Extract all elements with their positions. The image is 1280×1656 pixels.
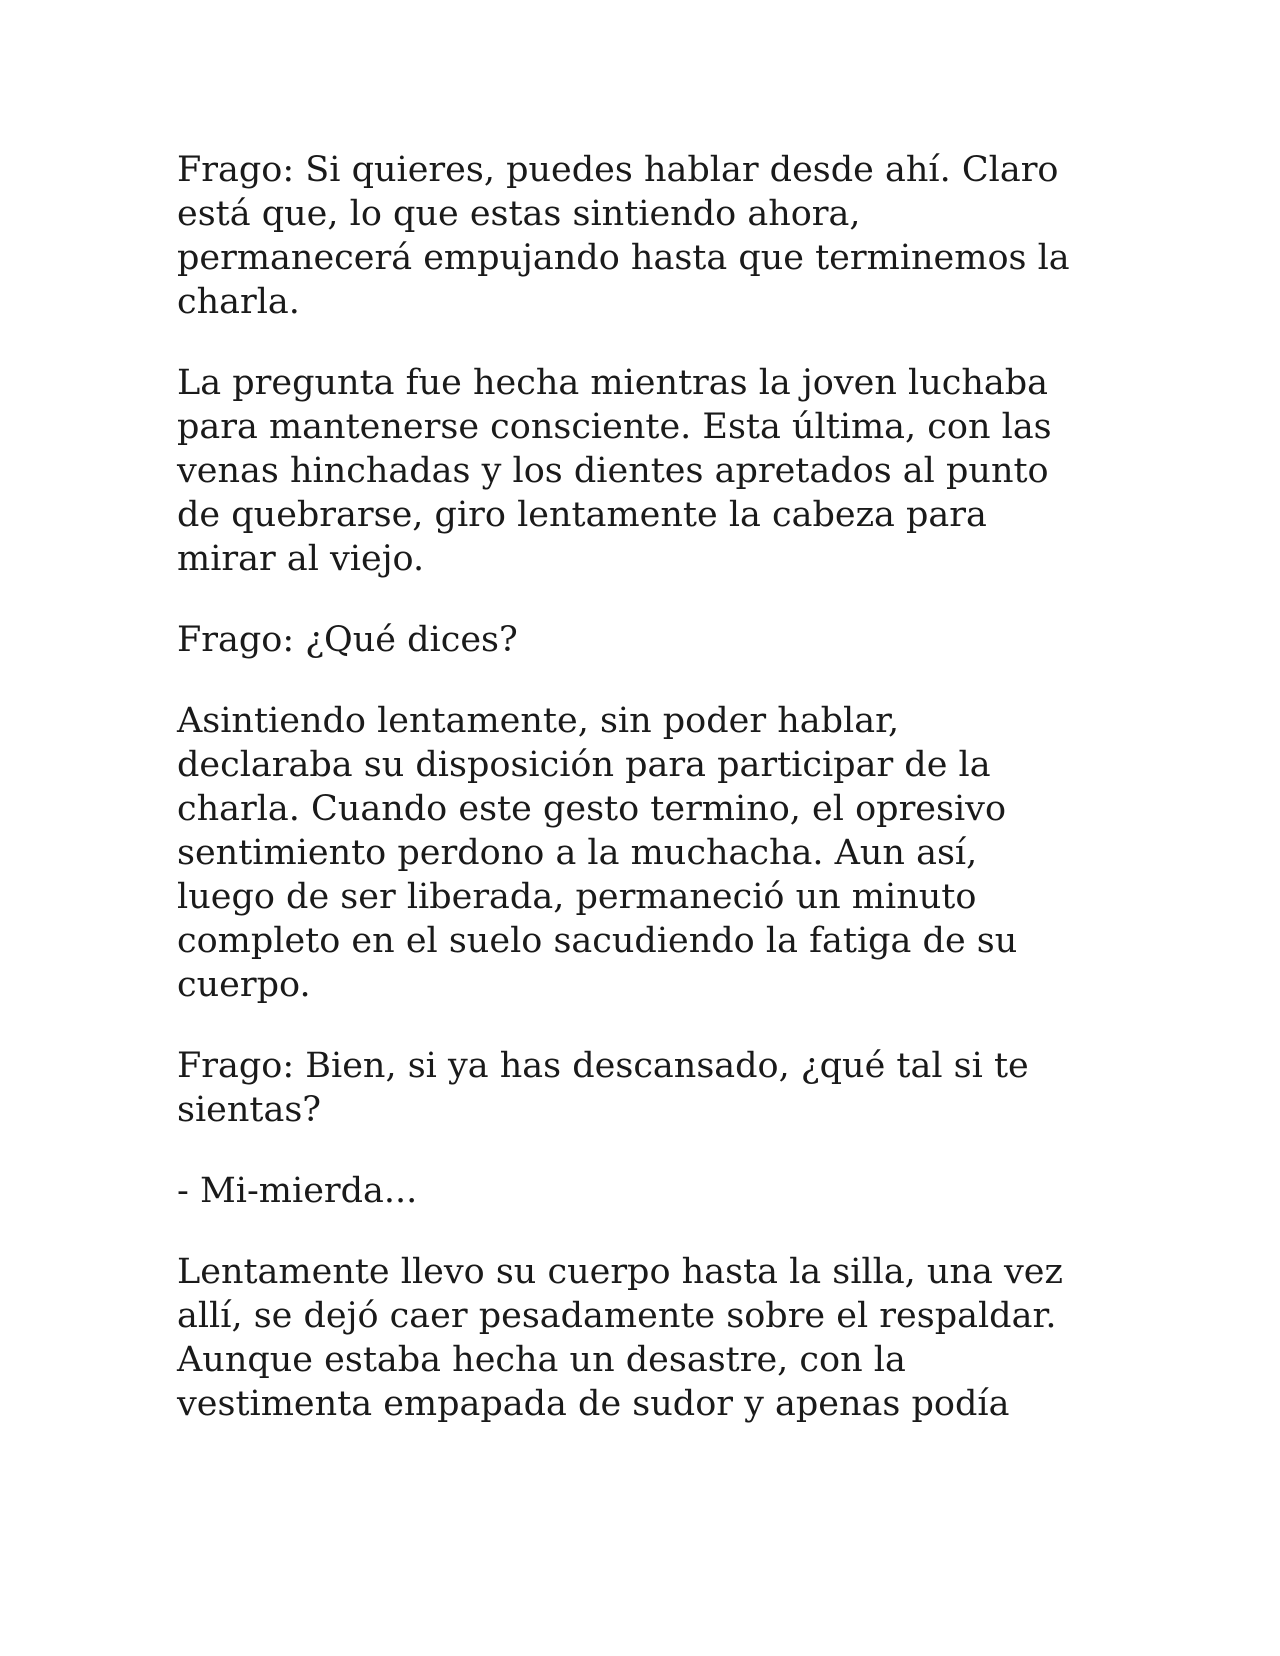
paragraph	[177, 618, 1117, 662]
text-line: La pregunta fue hecha mientras la joven luchaba	[177, 363, 1049, 403]
text-line: luego de ser liberada, permaneció un minuto	[177, 877, 977, 917]
text-line: Frago: ¿Qué dices?	[177, 620, 518, 660]
text-line: vestimenta empapada de sudor y apenas podía	[177, 1384, 1010, 1424]
text-line: declaraba su disposición para participar de la	[177, 745, 991, 785]
text-line: mirar al viejo.	[177, 539, 425, 579]
paragraph	[177, 1169, 1117, 1213]
text-line: Frago: Bien, si ya has descansado, ¿qué tal si te	[177, 1046, 1029, 1086]
text-line: Asintiendo lentamente, sin poder hablar,	[177, 701, 900, 741]
text-line: cuerpo.	[177, 965, 311, 1005]
text-line: - Mi-mierda...	[177, 1171, 418, 1211]
text-line: Frago: Si quieres, puedes hablar desde ahí. Claro	[177, 150, 1059, 190]
paragraph	[177, 1250, 1117, 1426]
text-line: está que, lo que estas sintiendo ahora,	[177, 194, 861, 234]
paragraph	[177, 1044, 1117, 1132]
text-line: sentimiento perdono a la muchacha. Aun así,	[177, 833, 978, 873]
text-line: venas hinchadas y los dientes apretados al punto	[177, 451, 1049, 491]
document-body	[177, 148, 1117, 1426]
text-line: para mantenerse consciente. Esta última, con las	[177, 407, 1052, 447]
text-line: permanecerá empujando hasta que terminemos la	[177, 238, 1070, 278]
text-line: allí, se dejó caer pesadamente sobre el respaldar.	[177, 1296, 1057, 1336]
paragraph	[177, 361, 1117, 581]
paragraph	[177, 148, 1117, 324]
text-line: charla. Cuando este gesto termino, el opresivo	[177, 789, 1007, 829]
text-line: Aunque estaba hecha un desastre, con la	[177, 1340, 906, 1380]
text-line: de quebrarse, giro lentamente la cabeza para	[177, 495, 987, 535]
text-line: Lentamente llevo su cuerpo hasta la silla, una vez	[177, 1252, 1063, 1292]
paragraph	[177, 699, 1117, 1007]
text-line: completo en el suelo sacudiendo la fatiga de su	[177, 921, 1018, 961]
text-line: charla.	[177, 282, 300, 322]
text-line: sientas?	[177, 1090, 322, 1130]
